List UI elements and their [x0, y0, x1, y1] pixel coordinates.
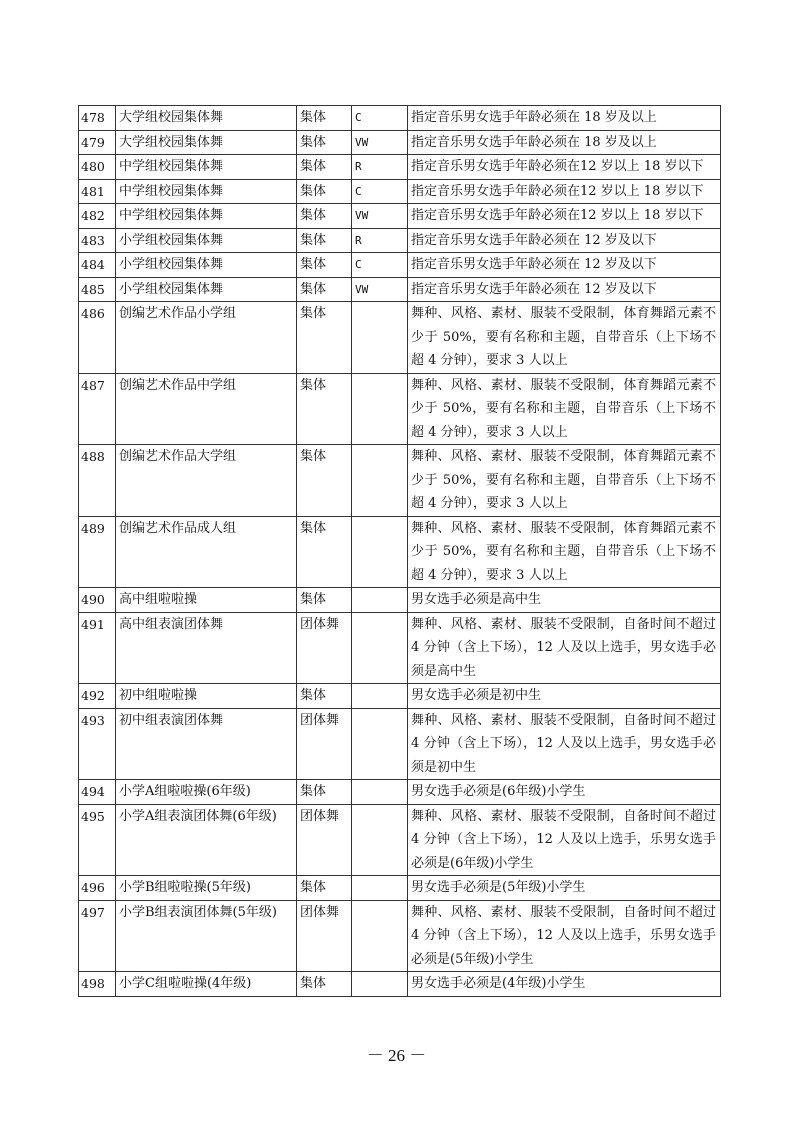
event-type: 集体	[297, 445, 352, 517]
dance-code: C	[352, 253, 408, 278]
dance-code: VW	[352, 130, 408, 155]
event-number: 483	[79, 228, 116, 253]
dance-code: VW	[352, 204, 408, 229]
table-row	[79, 106, 721, 131]
event-requirements: 指定音乐男女选手年龄必须在12 岁以上 18 岁以下	[408, 155, 721, 180]
table-row	[79, 228, 721, 253]
dance-code	[352, 972, 408, 997]
table-row	[79, 277, 721, 302]
event-requirements: 舞种、风格、素材、服装不受限制，体育舞蹈元素不少于 50%，要有名称和主题，自带音乐（上下场不超 4 分钟），要求 3 人以上	[408, 373, 721, 445]
event-number: 493	[79, 708, 116, 780]
dance-code: R	[352, 228, 408, 253]
table-row	[79, 204, 721, 229]
event-number: 496	[79, 876, 116, 901]
dance-code: C	[352, 179, 408, 204]
dance-code: C	[352, 106, 408, 131]
event-requirements: 指定音乐男女选手年龄必须在 12 岁及以下	[408, 277, 721, 302]
event-type: 集体	[297, 516, 352, 588]
event-type: 集体	[297, 302, 352, 374]
event-name: 高中组啦啦操	[116, 588, 297, 613]
event-name: 创编艺术作品成人组	[116, 516, 297, 588]
table-row	[79, 130, 721, 155]
event-number: 481	[79, 179, 116, 204]
event-type: 团体舞	[297, 612, 352, 684]
events-table-body	[79, 106, 721, 997]
event-number: 486	[79, 302, 116, 374]
table-row	[79, 373, 721, 445]
event-type: 集体	[297, 588, 352, 613]
table-row	[79, 612, 721, 684]
table-row	[79, 972, 721, 997]
event-name: 大学组校园集体舞	[116, 130, 297, 155]
event-name: 创编艺术作品中学组	[116, 373, 297, 445]
event-name: 小学组校园集体舞	[116, 228, 297, 253]
event-type: 集体	[297, 228, 352, 253]
table-row	[79, 302, 721, 374]
table-row	[79, 684, 721, 709]
page-number: － 26 －	[366, 1046, 427, 1065]
event-name: 大学组校园集体舞	[116, 106, 297, 131]
dance-code	[352, 684, 408, 709]
event-number: 492	[79, 684, 116, 709]
event-type: 集体	[297, 876, 352, 901]
event-type: 集体	[297, 130, 352, 155]
table-row	[79, 516, 721, 588]
event-name: 小学C组啦啦操(4年级)	[116, 972, 297, 997]
table-row	[79, 804, 721, 876]
event-name: 小学B组啦啦操(5年级)	[116, 876, 297, 901]
event-requirements: 指定音乐男女选手年龄必须在12 岁以上 18 岁以下	[408, 179, 721, 204]
event-name: 小学组校园集体舞	[116, 277, 297, 302]
dance-code: R	[352, 155, 408, 180]
table-row	[79, 780, 721, 805]
event-requirements: 指定音乐男女选手年龄必须在 18 岁及以上	[408, 106, 721, 131]
event-requirements: 男女选手必须是初中生	[408, 684, 721, 709]
table-row	[79, 876, 721, 901]
event-number: 491	[79, 612, 116, 684]
event-name: 小学B组表演团体舞(5年级)	[116, 900, 297, 972]
event-type: 团体舞	[297, 900, 352, 972]
event-name: 高中组表演团体舞	[116, 612, 297, 684]
event-number: 488	[79, 445, 116, 517]
event-name: 小学组校园集体舞	[116, 253, 297, 278]
event-name: 中学组校园集体舞	[116, 204, 297, 229]
event-name: 中学组校园集体舞	[116, 155, 297, 180]
event-type: 集体	[297, 106, 352, 131]
event-requirements: 舞种、风格、素材、服装不受限制，自备时间不超过 4 分钟（含上下场），12 人及以上选手，男女选手必须是初中生	[408, 708, 721, 780]
event-requirements: 指定音乐男女选手年龄必须在 12 岁及以下	[408, 253, 721, 278]
event-number: 489	[79, 516, 116, 588]
event-number: 485	[79, 277, 116, 302]
event-type: 集体	[297, 972, 352, 997]
event-number: 484	[79, 253, 116, 278]
table-row	[79, 445, 721, 517]
event-type: 集体	[297, 373, 352, 445]
table-row	[79, 900, 721, 972]
event-type: 集体	[297, 780, 352, 805]
event-number: 480	[79, 155, 116, 180]
event-name: 中学组校园集体舞	[116, 179, 297, 204]
event-number: 487	[79, 373, 116, 445]
event-type: 集体	[297, 179, 352, 204]
event-requirements: 男女选手必须是(6年级)小学生	[408, 780, 721, 805]
event-number: 495	[79, 804, 116, 876]
table-row	[79, 588, 721, 613]
event-type: 集体	[297, 684, 352, 709]
table-row	[79, 155, 721, 180]
event-requirements: 男女选手必须是(4年级)小学生	[408, 972, 721, 997]
event-name: 小学A组表演团体舞(6年级)	[116, 804, 297, 876]
event-requirements: 指定音乐男女选手年龄必须在12 岁以上 18 岁以下	[408, 204, 721, 229]
event-requirements: 舞种、风格、素材、服装不受限制，体育舞蹈元素不少于 50%，要有名称和主题，自带音乐（上下场不超 4 分钟），要求 3 人以上	[408, 302, 721, 374]
event-requirements: 指定音乐男女选手年龄必须在 12 岁及以下	[408, 228, 721, 253]
dance-code	[352, 516, 408, 588]
event-requirements: 舞种、风格、素材、服装不受限制，自备时间不超过 4 分钟（含上下场），12 人及以上选手，乐男女选手必须是(5年级)小学生	[408, 900, 721, 972]
event-type: 集体	[297, 204, 352, 229]
event-requirements: 指定音乐男女选手年龄必须在 18 岁及以上	[408, 130, 721, 155]
event-type: 团体舞	[297, 804, 352, 876]
dance-code	[352, 445, 408, 517]
event-number: 498	[79, 972, 116, 997]
event-name: 创编艺术作品小学组	[116, 302, 297, 374]
dance-code	[352, 302, 408, 374]
events-table	[78, 105, 721, 997]
table-row	[79, 253, 721, 278]
event-name: 小学A组啦啦操(6年级)	[116, 780, 297, 805]
event-type: 集体	[297, 277, 352, 302]
event-requirements: 男女选手必须是高中生	[408, 588, 721, 613]
event-type: 集体	[297, 253, 352, 278]
event-number: 494	[79, 780, 116, 805]
table-row	[79, 179, 721, 204]
dance-code	[352, 900, 408, 972]
dance-code	[352, 804, 408, 876]
event-requirements: 舞种、风格、素材、服装不受限制，体育舞蹈元素不少于 50%，要有名称和主题，自带音乐（上下场不超 4 分钟），要求 3 人以上	[408, 445, 721, 517]
dance-code	[352, 780, 408, 805]
event-name: 初中组表演团体舞	[116, 708, 297, 780]
event-type: 集体	[297, 155, 352, 180]
event-requirements: 舞种、风格、素材、服装不受限制，自备时间不超过 4 分钟（含上下场），12 人及以上选手，男女选手必须是高中生	[408, 612, 721, 684]
dance-code	[352, 612, 408, 684]
event-name: 创编艺术作品大学组	[116, 445, 297, 517]
table-row	[79, 708, 721, 780]
dance-code	[352, 708, 408, 780]
event-name: 初中组啦啦操	[116, 684, 297, 709]
event-number: 490	[79, 588, 116, 613]
event-number: 478	[79, 106, 116, 131]
event-requirements: 舞种、风格、素材、服装不受限制，自备时间不超过 4 分钟（含上下场），12 人及以上选手，乐男女选手必须是(6年级)小学生	[408, 804, 721, 876]
event-type: 团体舞	[297, 708, 352, 780]
dance-code	[352, 876, 408, 901]
dance-code: VW	[352, 277, 408, 302]
dance-code	[352, 373, 408, 445]
dance-code	[352, 588, 408, 613]
event-number: 479	[79, 130, 116, 155]
event-number: 482	[79, 204, 116, 229]
event-requirements: 舞种、风格、素材、服装不受限制，体育舞蹈元素不少于 50%，要有名称和主题，自带音乐（上下场不超 4 分钟），要求 3 人以上	[408, 516, 721, 588]
event-number: 497	[79, 900, 116, 972]
event-requirements: 男女选手必须是(5年级)小学生	[408, 876, 721, 901]
